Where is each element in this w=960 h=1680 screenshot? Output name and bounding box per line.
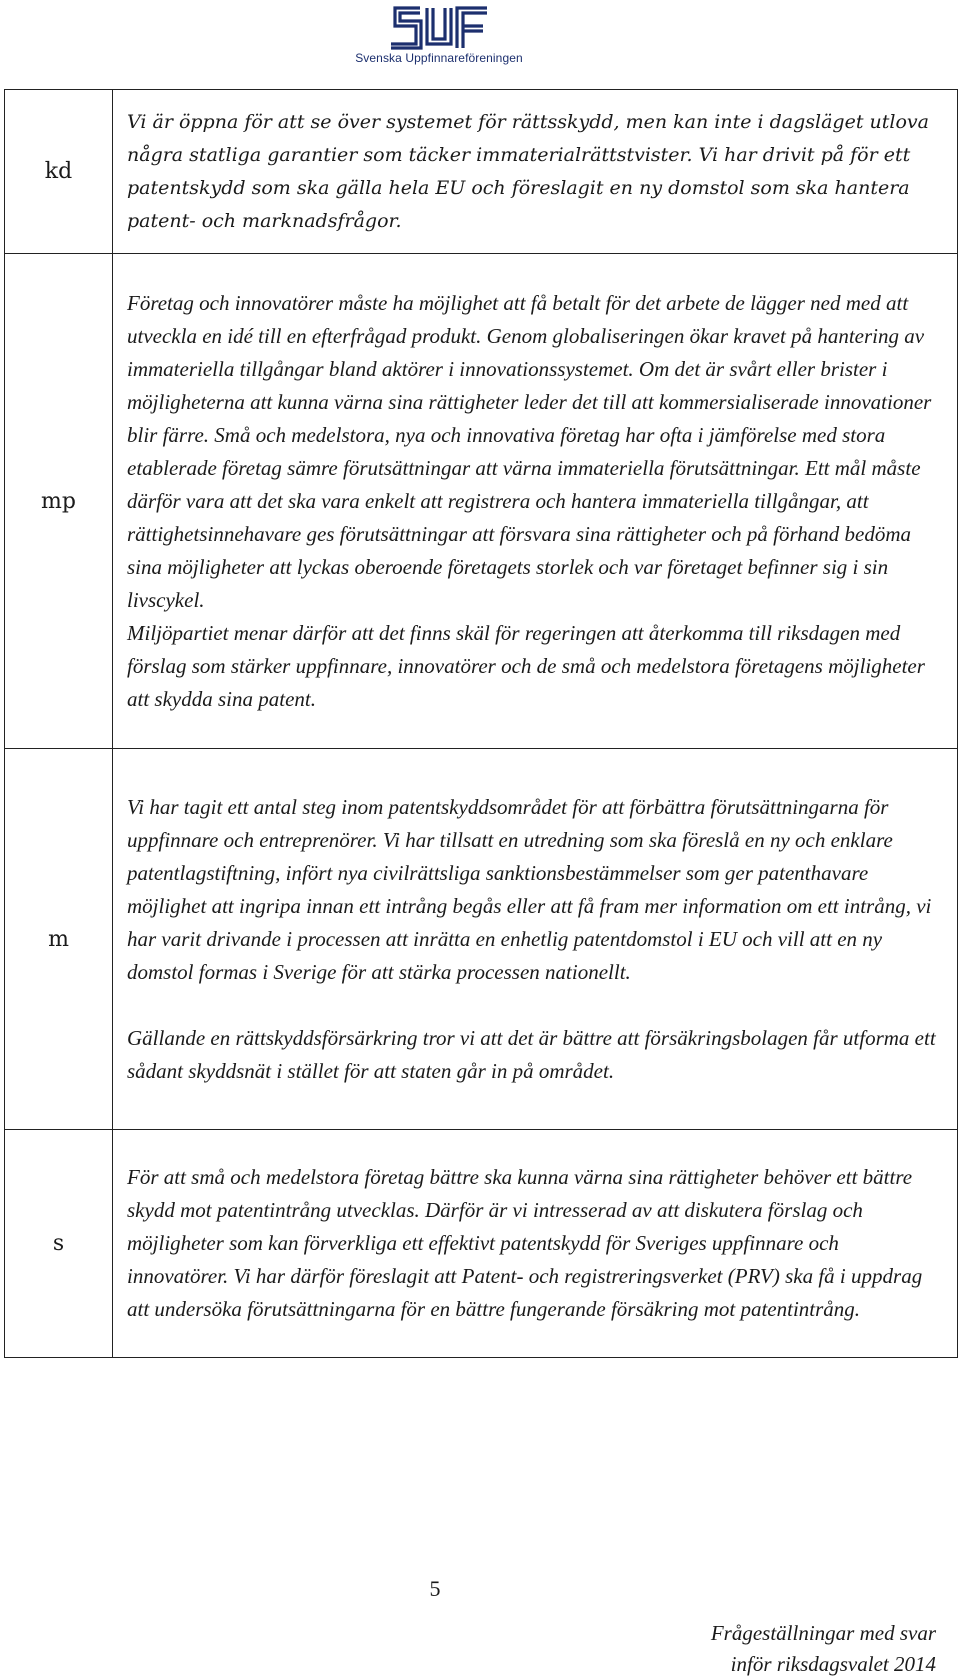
table-row-s <box>5 1130 958 1358</box>
answer-kd <box>113 90 958 254</box>
suf-logo <box>334 4 544 70</box>
footer-title-line-1: Frågeställningar med svar <box>710 1621 936 1645</box>
answer-m <box>113 749 958 1130</box>
table-row-mp <box>5 254 958 749</box>
logo-text: Svenska Uppfinnareföreningen <box>355 51 523 65</box>
answer-s <box>113 1130 958 1358</box>
answer-paragraph: Företag och innovatörer måste ha möjlighet att få betalt för det arbete de lägger ned med att utveckla en idé till en efterfrågad produkt. Genom globaliseringen ökar kravet på hantering av immateriella tillgångar bland aktörer i innovationssystemet. Om det är svårt eller brister i möjligheterna att kunna värna sina rättigheter leder det till att kommersialiserade innovationer blir färre. Små och medelstora, nya och innovativa företag har ofta i jämförelse med stora etablerade företag sämre förutsättningar att värna immateriella förutsättningar. Ett mål måste därför vara att det ska vara enkelt att registrera och hantera immateriella tillgångar, att rättighetsinnehavare ges förutsättningar att försvara sina rättigheter och på förhand bedöma sina möjligheter att lyckas oberoende företagets storlek och var företaget befinner sig i sin livscykel. <box>127 290 932 612</box>
page-number: 5 <box>429 1576 441 1601</box>
footer-title <box>711 1618 936 1680</box>
answer-paragraph: Vi har tagit ett antal steg inom patentskyddsområdet för att förbättra förutsättningarna för uppfinnare och entreprenörer. Vi har tillsatt en utredning som ska föreslå en ny och enklare patentlagstiftning, infört nya civilrättsliga sanktionsbestämmelser som ger patenthavare möjlighet att ingripa innan ett intrång begås eller att få fram mer information om ett intrång, vi har varit drivande i processen att inrätta en enhetlig patentdomstol i EU och vill att en ny domstol formas i Sverige för att stärka processen nationellt. <box>127 794 932 984</box>
suf-logo-mark <box>389 4 489 50</box>
answer-paragraph: Miljöpartiet menar därför att det finns skäl för regeringen att återkomma till riksdagen med förslag som stärker uppfinnare, innovatörer och de små och medelstora företagens möjligheter att skydda sina patent. <box>127 620 925 711</box>
party-label-kd: kd <box>5 90 113 254</box>
answer-paragraph: För att små och medelstora företag bättre ska kunna värna sina rättigheter behöver ett bättre skydd mot patentintrång utvecklas. Därför är vi intresserad av att diskutera förslag och möjligheter som kan förverkliga ett effektivt patentskydd för Sveriges uppfinnare och innovatörer. Vi har därför föreslagit att Patent- och registreringsverket (PRV) ska få i uppdrag att undersöka förutsättningarna för en bättre fungerande försäkring mot patentintrång. <box>127 1165 923 1321</box>
footer-title-line-2: inför riksdagsvalet 2014 <box>730 1652 936 1676</box>
table-row-kd <box>5 90 958 254</box>
paragraph-gap <box>127 989 943 1022</box>
party-label-s: s <box>5 1130 113 1358</box>
party-label-m: m <box>5 749 113 1130</box>
answer-paragraph: Vi är öppna för att se över systemet för rättsskydd, men kan inte i dagsläget utlova några statliga garantier som täcker immaterialrättstvister. Vi har drivit på för ett patentskydd som ska gälla hela EU och föreslagit en ny domstol som ska hantera patent- och marknadsfrågor. <box>127 110 929 232</box>
party-answers-table <box>4 89 958 1358</box>
party-label-mp: mp <box>5 254 113 749</box>
answer-paragraph: Gällande en rättskyddsförsärkring tror vi att det är bättre att försäkringsbolagen får utforma ett sådant skyddsnät i stället för att staten går in på området. <box>127 1025 936 1083</box>
table-row-m <box>5 749 958 1130</box>
answer-mp <box>113 254 958 749</box>
